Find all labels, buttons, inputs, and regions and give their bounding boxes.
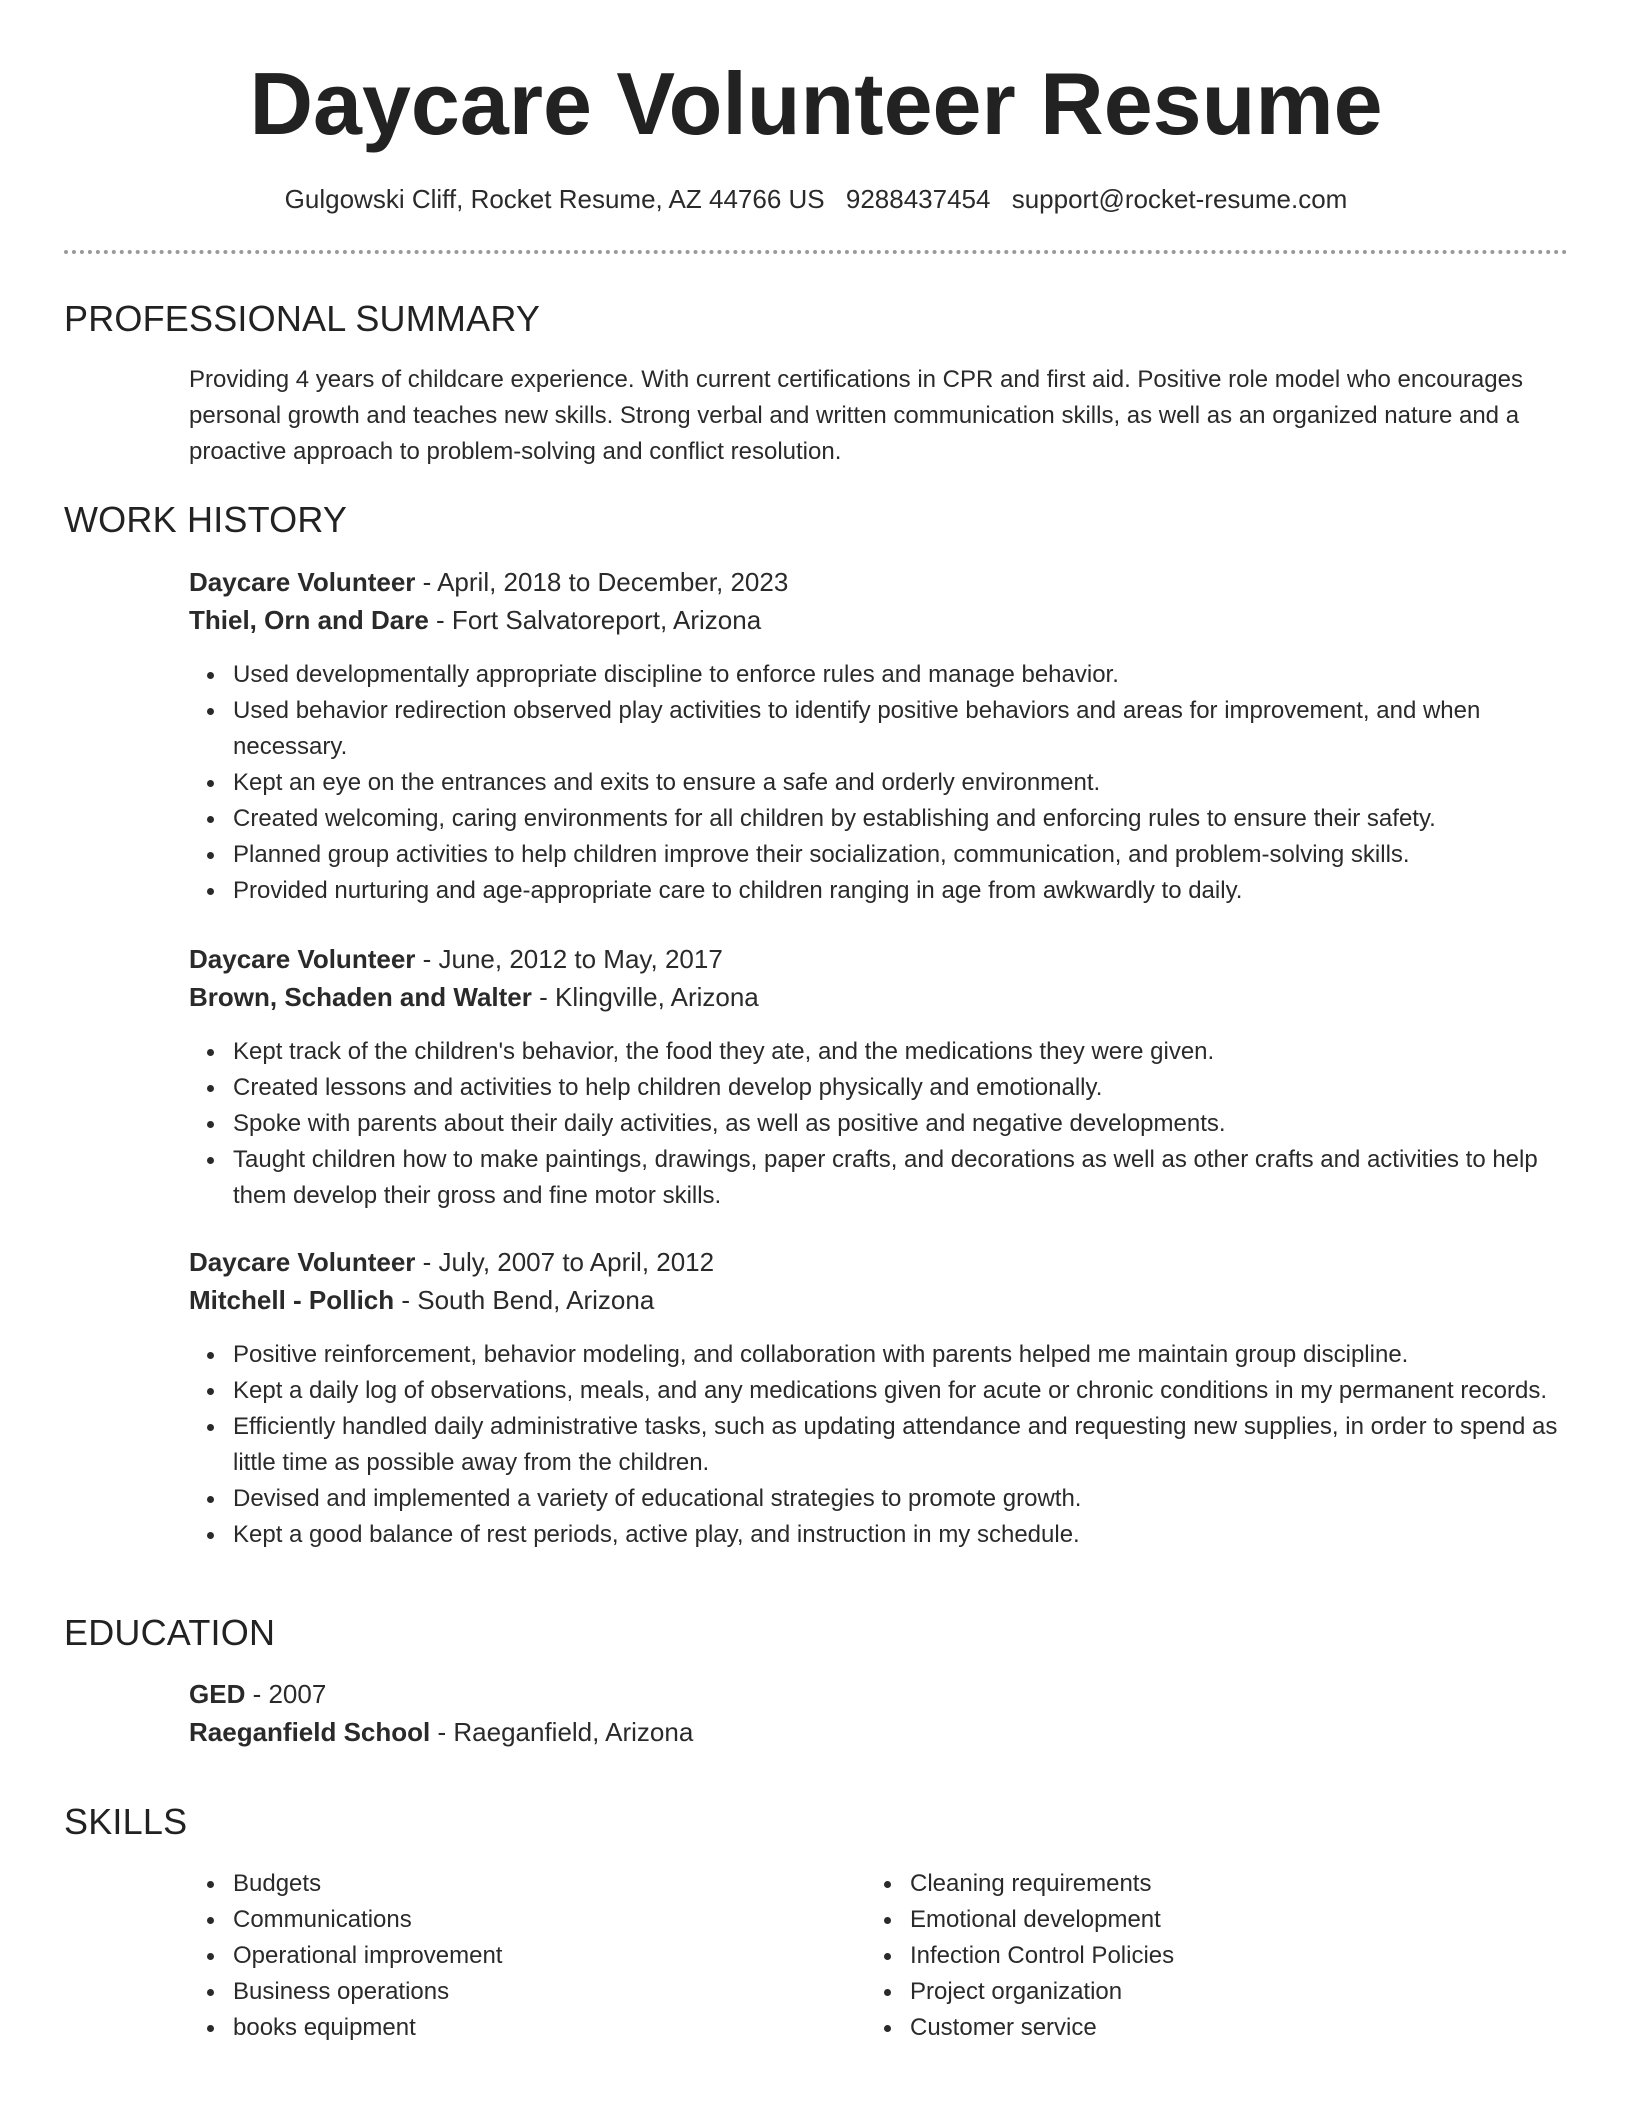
contact-line (0, 181, 1632, 217)
list-item: Positive reinforcement, behavior modeling, and collaboration with parents helped me maintain group discipline. (233, 1337, 1569, 1373)
list-item: Spoke with parents about their daily activities, as well as positive and negative developments. (233, 1106, 1569, 1142)
job-2-company-line (189, 978, 1569, 1016)
job-3-title-line (189, 1243, 1569, 1281)
job-1-dates: - April, 2018 to December, 2023 (415, 567, 789, 597)
job-1-company-line (189, 601, 1569, 639)
job-2-title-line (189, 940, 1569, 978)
job-1-bullets (189, 657, 1569, 909)
job-3-title: Daycare Volunteer (189, 1247, 416, 1277)
education-degree: GED (189, 1679, 246, 1709)
list-item: Used developmentally appropriate discipline to enforce rules and manage behavior. (233, 657, 1569, 693)
skills-list-right (866, 1866, 1632, 2046)
job-2-title: Daycare Volunteer (189, 944, 416, 974)
job-1-title: Daycare Volunteer (189, 567, 416, 597)
skill-item: Cleaning requirements (910, 1866, 1632, 1902)
contact-email: support@rocket-resume.com (1011, 184, 1348, 214)
list-item: Kept an eye on the entrances and exits to ensure a safe and orderly environment. (233, 765, 1569, 801)
job-3-bullets (189, 1337, 1569, 1553)
list-item: Provided nurturing and age-appropriate care to children ranging in age from awkwardly to daily. (233, 873, 1569, 909)
list-item: Created lessons and activities to help children develop physically and emotionally. (233, 1070, 1569, 1106)
job-2-company: Brown, Schaden and Walter (189, 982, 532, 1012)
job-1-company: Thiel, Orn and Dare (189, 605, 429, 635)
contact-phone: 9288437454 (845, 184, 991, 214)
work-history-heading: WORK HISTORY (64, 499, 348, 540)
skill-item: books equipment (233, 2010, 1569, 2046)
job-3-dates: - July, 2007 to April, 2012 (415, 1247, 715, 1277)
education-school: Raeganfield School (189, 1717, 431, 1747)
header-divider (64, 250, 1568, 254)
list-item: Devised and implemented a variety of educational strategies to promote growth. (233, 1481, 1569, 1517)
list-item: Efficiently handled daily administrative tasks, such as updating attendance and requesting new supplies, in order to spend as little time as possible away from the children. (233, 1409, 1569, 1481)
education-year: - 2007 (245, 1679, 327, 1709)
list-item: Kept a daily log of observations, meals, and any medications given for acute or chronic conditions in my permanent records. (233, 1373, 1569, 1409)
list-item: Planned group activities to help children improve their socialization, communication, and problem-solving skills. (233, 837, 1569, 873)
education-heading: EDUCATION (64, 1612, 276, 1653)
job-3-company: Mitchell - Pollich (189, 1285, 395, 1315)
education-school-line (189, 1713, 1569, 1751)
summary-heading: PROFESSIONAL SUMMARY (64, 298, 541, 339)
list-item: Created welcoming, caring environments for all children by establishing and enforcing rules to ensure their safety. (233, 801, 1569, 837)
skill-item: Business operations (233, 1974, 1569, 2010)
job-2-bullets (189, 1034, 1569, 1214)
job-1-location: - Fort Salvatoreport, Arizona (428, 605, 762, 635)
page-title: Daycare Volunteer Resume (249, 54, 1383, 153)
education-location: - Raeganfield, Arizona (430, 1717, 694, 1747)
skill-item: Customer service (910, 2010, 1632, 2046)
list-item: Taught children how to make paintings, drawings, paper crafts, and decorations as well as other crafts and activities to help them develop their gross and fine motor skills. (233, 1142, 1569, 1214)
skill-item: Emotional development (910, 1902, 1632, 1938)
job-1-title-line (189, 563, 1569, 601)
job-3-location: - South Bend, Arizona (394, 1285, 655, 1315)
list-item: Used behavior redirection observed play activities to identify positive behaviors and areas for improvement, and when necessary. (233, 693, 1569, 765)
skill-item: Communications (233, 1902, 1569, 1938)
skill-item: Project organization (910, 1974, 1632, 2010)
list-item: Kept a good balance of rest periods, active play, and instruction in my schedule. (233, 1517, 1569, 1553)
skill-item: Operational improvement (233, 1938, 1569, 1974)
contact-address: Gulgowski Cliff, Rocket Resume, AZ 44766 US (284, 184, 825, 214)
skill-item: Infection Control Policies (910, 1938, 1632, 1974)
job-2-location: - Klingville, Arizona (531, 982, 759, 1012)
job-3-company-line (189, 1281, 1569, 1319)
skill-item: Budgets (233, 1866, 1569, 1902)
summary-text: Providing 4 years of childcare experience. With current certifications in CPR and first aid. Positive role model who encourages personal growth and teaches new skills. Strong verbal and written communication skills, as well as an organized nature and a proactive approach to problem-solving and conflict resolution. (189, 366, 1523, 465)
education-degree-line (189, 1675, 1569, 1713)
job-2-dates: - June, 2012 to May, 2017 (415, 944, 723, 974)
list-item: Kept track of the children's behavior, the food they ate, and the medications they were given. (233, 1034, 1569, 1070)
skills-heading: SKILLS (64, 1801, 188, 1842)
